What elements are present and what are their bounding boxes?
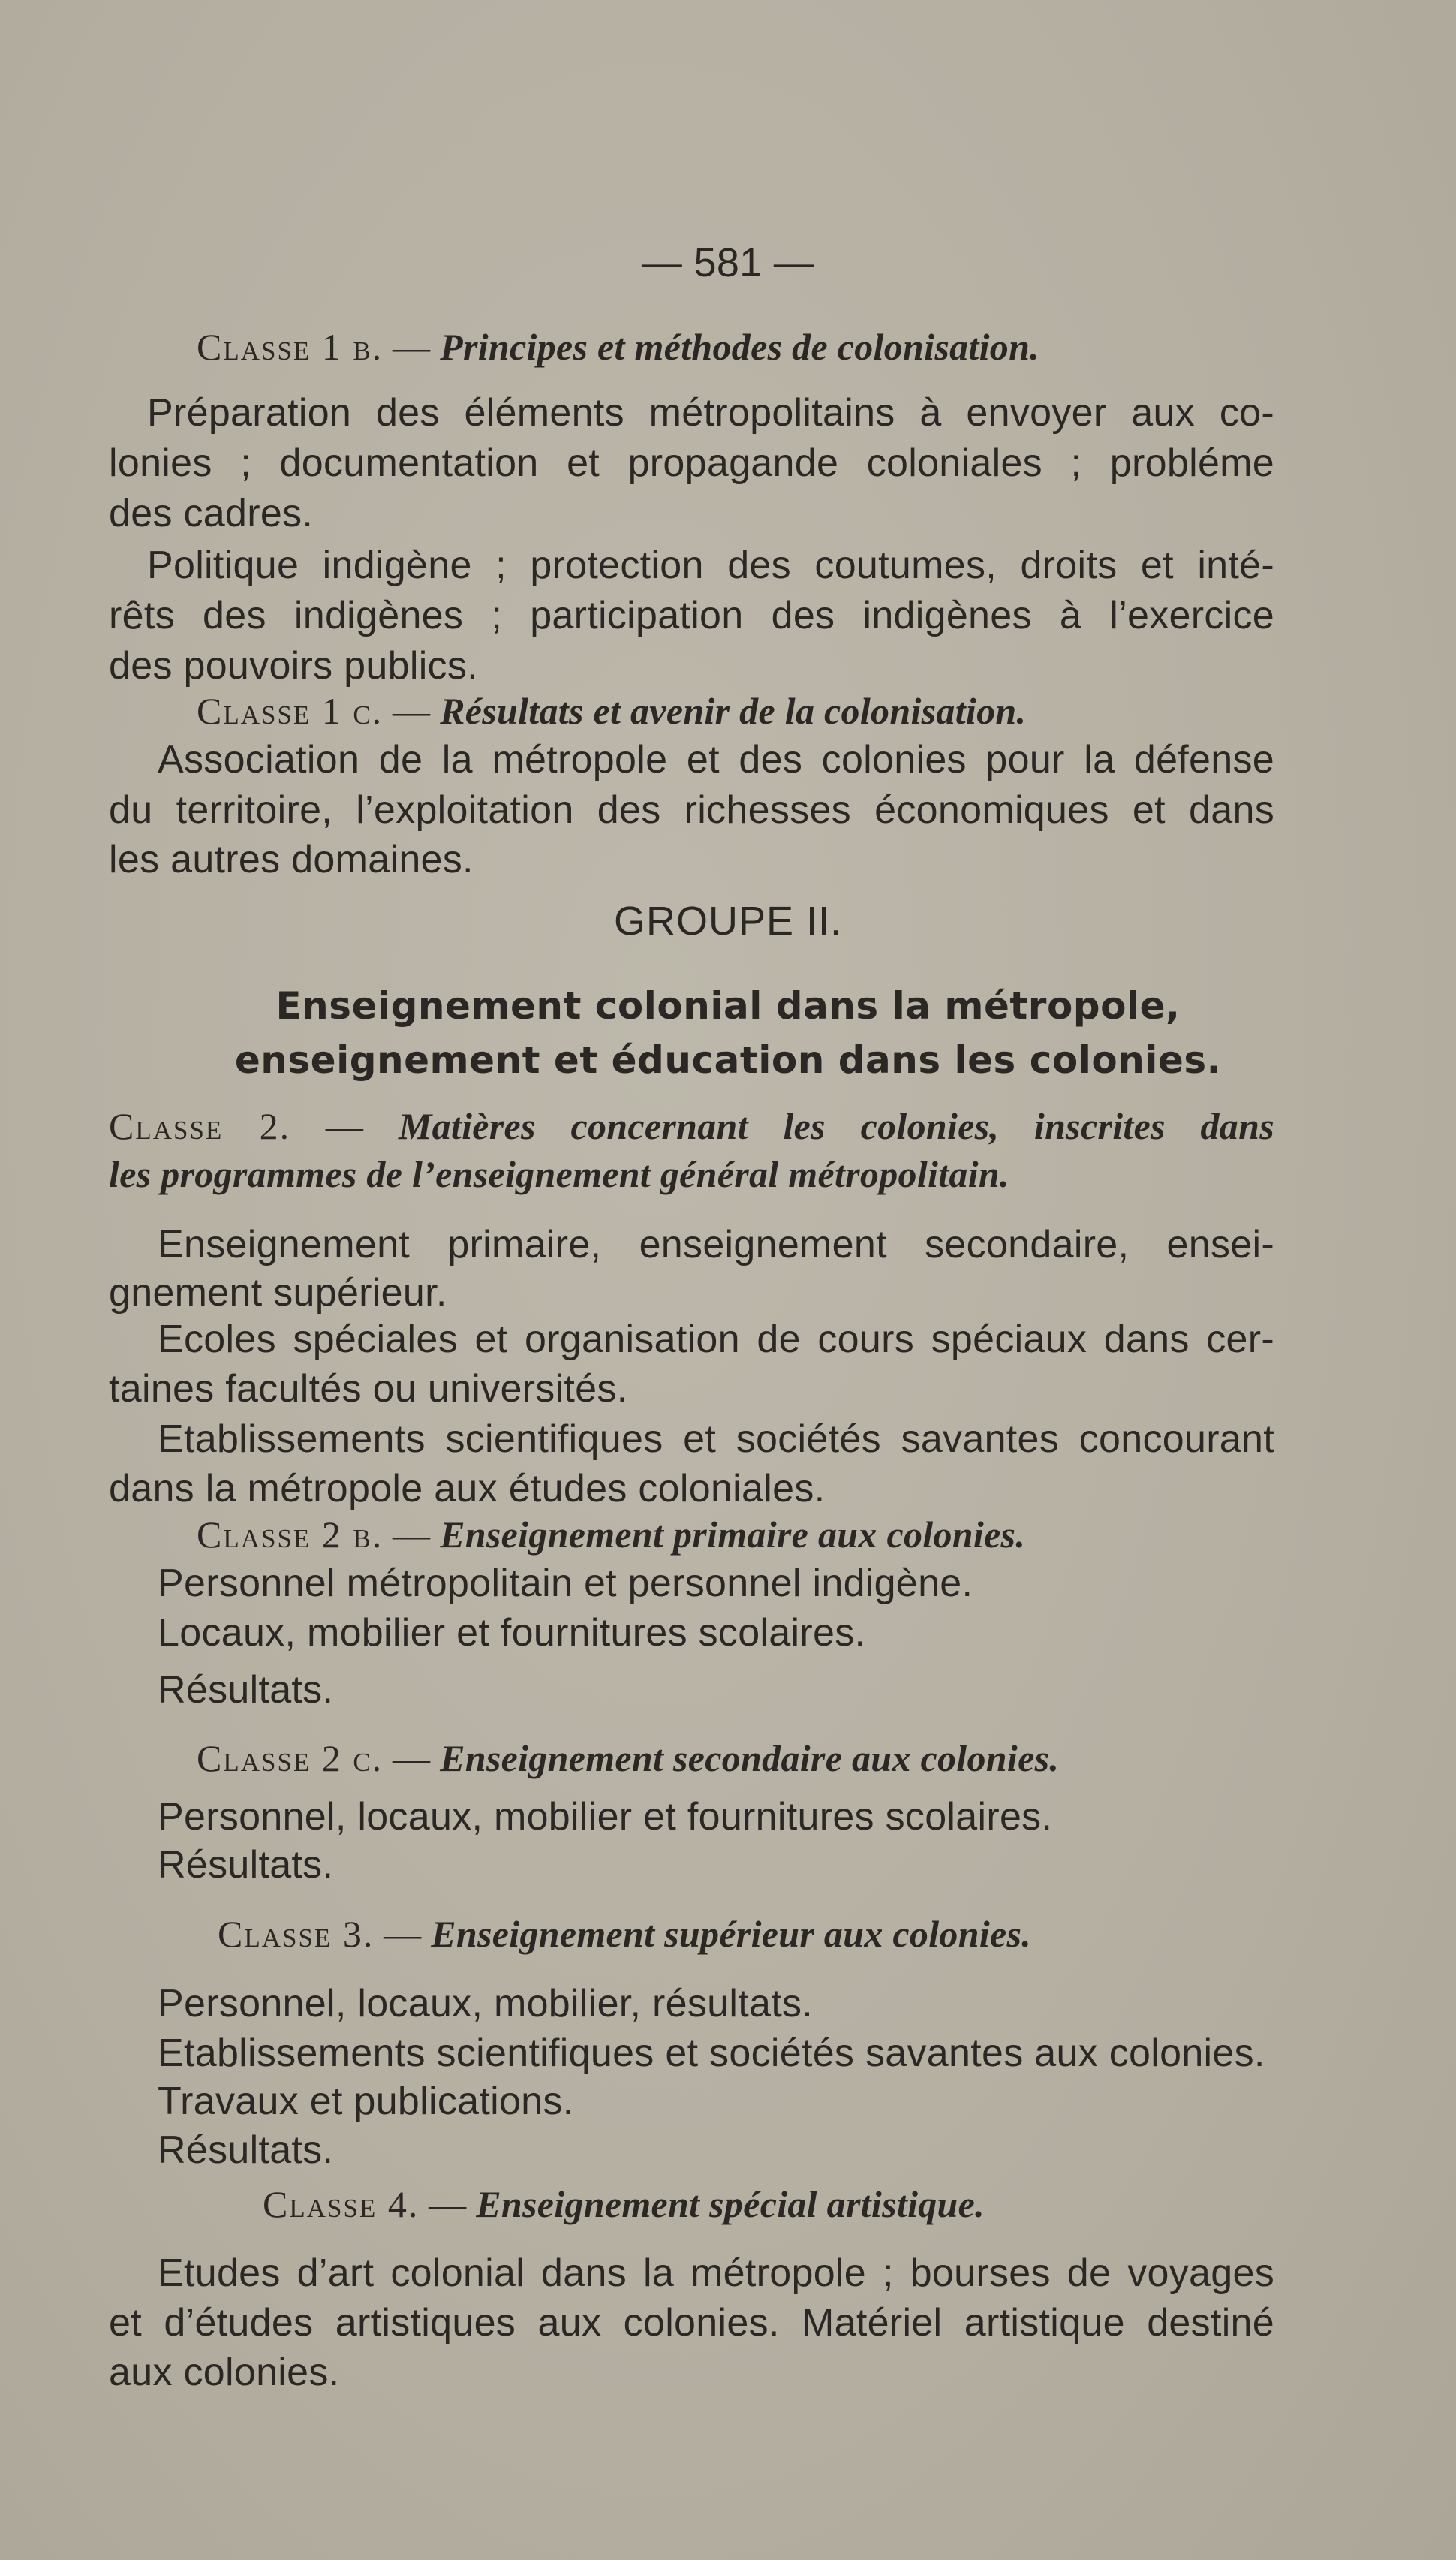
paragraph-line: des cadres. xyxy=(109,492,314,535)
classe-title: Enseignement supérieur aux colonies. xyxy=(431,1913,1032,1955)
paragraph-line: aux colonies. xyxy=(109,2351,340,2394)
classe-label: Classe 2 b. xyxy=(197,1513,384,1556)
group-title: GROUPE II. xyxy=(613,899,843,944)
paragraph-line: Politique indigène ; protection des coutumes, droits et inté- xyxy=(147,544,1274,587)
paragraph-line: Travaux et publications. xyxy=(158,2080,574,2123)
classe-1c-heading xyxy=(197,687,1026,735)
classe-label: Classe 4. xyxy=(263,2183,420,2225)
paragraph-line: Résultats. xyxy=(158,2128,334,2172)
classe-3-heading xyxy=(218,1910,1031,1958)
paragraph-line: Ecoles spéciales et organisation de cours spéciaux dans cer- xyxy=(158,1318,1274,1361)
classe-title: Principes et méthodes de colonisation. xyxy=(440,326,1039,368)
classe-4-heading xyxy=(263,2180,985,2228)
paragraph-line: les autres domaines. xyxy=(109,838,474,881)
paragraph-line: Enseignement primaire, enseignement secondaire, ensei- xyxy=(158,1223,1274,1266)
paragraph-line: Association de la métropole et des colonies pour la défense xyxy=(158,738,1274,782)
classe-title: Enseignement primaire aux colonies. xyxy=(440,1513,1026,1556)
classe-dash: — xyxy=(392,690,431,732)
paragraph-line: Etablissements scientifiques et sociétés savantes aux colonies. xyxy=(158,2031,1265,2075)
paragraph-line: Résultats. xyxy=(158,1843,334,1887)
classe-dash: — xyxy=(392,1513,431,1556)
classe-dash: — xyxy=(325,1105,364,1147)
classe-1b-heading xyxy=(197,323,1039,371)
page-number: — 581 — xyxy=(641,240,815,285)
paragraph-line: Préparation des éléments métropolitains à envoyer aux co- xyxy=(147,391,1274,435)
group-heading-line: Enseignement colonial dans la métropole, xyxy=(275,984,1181,1028)
classe-title: Enseignement spécial artistique. xyxy=(476,2183,985,2225)
group-heading-line: enseignement et éducation dans les colonies. xyxy=(234,1038,1222,1082)
classe-label: Classe 2. xyxy=(109,1105,291,1147)
classe-dash: — xyxy=(384,1913,422,1955)
classe-title: Matières concernant les colonies, inscrites dans xyxy=(398,1105,1274,1147)
paragraph-line: dans la métropole aux études coloniales. xyxy=(109,1467,826,1510)
classe-2-heading xyxy=(109,1102,1274,1150)
classe-label: Classe 1 c. xyxy=(197,690,384,732)
classe-2b-heading xyxy=(197,1510,1025,1559)
classe-2c-heading xyxy=(197,1734,1059,1782)
paragraph-line: taines facultés ou universités. xyxy=(109,1367,628,1411)
paragraph-line: rêts des indigènes ; participation des indigènes à l’exercice xyxy=(109,594,1274,637)
paragraph-line: des pouvoirs publics. xyxy=(109,644,478,688)
classe-title: les programmes de l’enseignement général métropolitain. xyxy=(109,1153,1009,1195)
classe-label: Classe 3. xyxy=(218,1913,375,1955)
classe-2-heading-cont xyxy=(109,1150,1009,1198)
classe-title: Enseignement secondaire aux colonies. xyxy=(440,1737,1060,1779)
paragraph-line: Etudes d’art colonial dans la métropole ; bourses de voyages xyxy=(158,2251,1274,2295)
paragraph-line: du territoire, l’exploitation des richesses économiques et dans xyxy=(109,788,1274,832)
paragraph-line: Etablissements scientifiques et sociétés savantes concourant xyxy=(158,1417,1274,1461)
paragraph-line: lonies ; documentation et propagande coloniales ; probléme xyxy=(109,441,1274,485)
paragraph-line: et d’études artistiques aux colonies. Matériel artistique destiné xyxy=(109,2301,1274,2345)
classe-dash: — xyxy=(392,1737,431,1779)
paragraph-line: Locaux, mobilier et fournitures scolaires. xyxy=(158,1611,866,1655)
classe-title: Résultats et avenir de la colonisation. xyxy=(440,690,1027,732)
classe-label: Classe 2 c. xyxy=(197,1737,384,1779)
classe-label: Classe 1 b. xyxy=(197,326,384,368)
paragraph-line: Personnel, locaux, mobilier, résultats. xyxy=(158,1982,814,2025)
paragraph-line: Personnel métropolitain et personnel indigène. xyxy=(158,1562,973,1605)
paragraph-line: gnement supérieur. xyxy=(109,1271,447,1315)
paragraph-line: Personnel, locaux, mobilier et fournitures scolaires. xyxy=(158,1795,1053,1839)
paragraph-line: Résultats. xyxy=(158,1668,334,1712)
classe-dash: — xyxy=(392,326,431,368)
classe-dash: — xyxy=(429,2183,467,2225)
